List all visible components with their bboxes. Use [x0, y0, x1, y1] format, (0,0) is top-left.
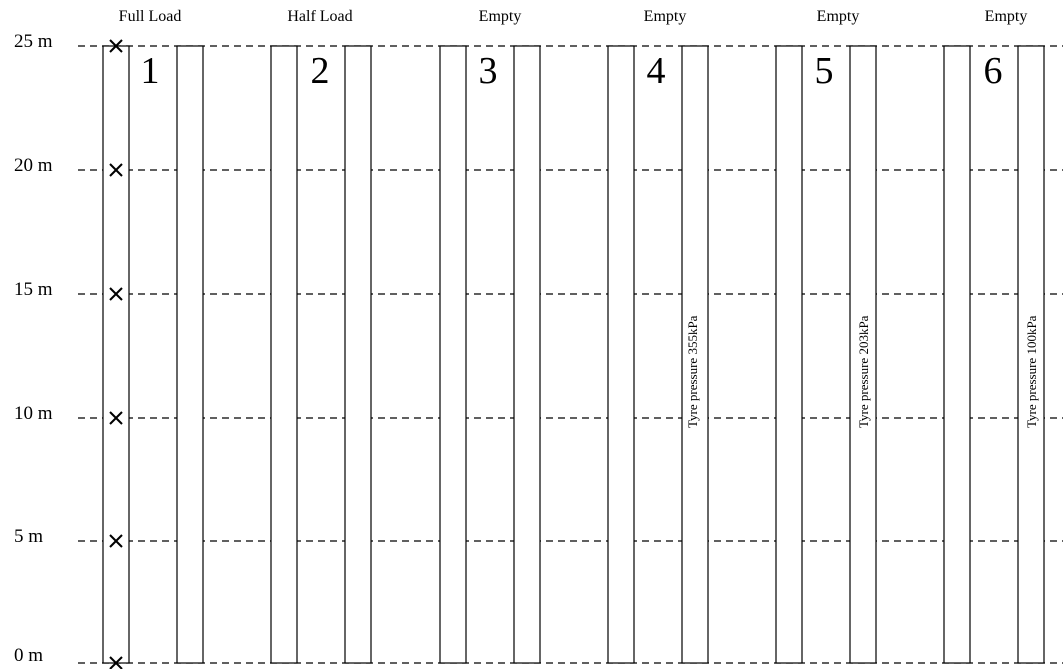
- lane-1-number: 1: [140, 50, 160, 92]
- lane-4-number: 4: [646, 50, 666, 92]
- lane-4-track-left: [608, 46, 634, 663]
- lane-3-load-label: Empty: [478, 8, 522, 25]
- lane-2-track-right: [345, 46, 371, 663]
- lane-1-load-label: Full Load: [118, 8, 182, 25]
- lane-6-track-left: [944, 46, 970, 663]
- lane-2-number: 2: [310, 50, 330, 92]
- lane-5-track-left: [776, 46, 802, 663]
- lane-6-load-label: Empty: [984, 8, 1028, 25]
- lane-6-pressure-label: Tyre pressure 100kPa: [1024, 315, 1039, 428]
- lane-2-track-left: [271, 46, 297, 663]
- lane-5-number: 5: [814, 50, 834, 92]
- lane-3-track-right: [514, 46, 540, 663]
- distance-label-10m: 10 m: [14, 403, 53, 424]
- lane-4-load-label: Empty: [643, 8, 687, 25]
- lane-5-pressure-label: Tyre pressure 203kPa: [856, 315, 871, 428]
- lane-3-track-left: [440, 46, 466, 663]
- lane-6-number: 6: [983, 50, 1003, 92]
- lane-1-track-right: [177, 46, 203, 663]
- distance-label-15m: 15 m: [14, 279, 53, 300]
- distance-label-20m: 20 m: [14, 155, 53, 176]
- lane-4-pressure-label: Tyre pressure 355kPa: [685, 315, 700, 428]
- lane-2-load-label: Half Load: [287, 8, 353, 25]
- distance-label-25m: 25 m: [14, 31, 53, 52]
- distance-label-0m: 0 m: [14, 645, 44, 666]
- lane-3-number: 3: [478, 50, 498, 92]
- distance-label-5m: 5 m: [14, 526, 44, 547]
- lane-5-load-label: Empty: [816, 8, 860, 25]
- lane-1-track-left: [103, 46, 129, 663]
